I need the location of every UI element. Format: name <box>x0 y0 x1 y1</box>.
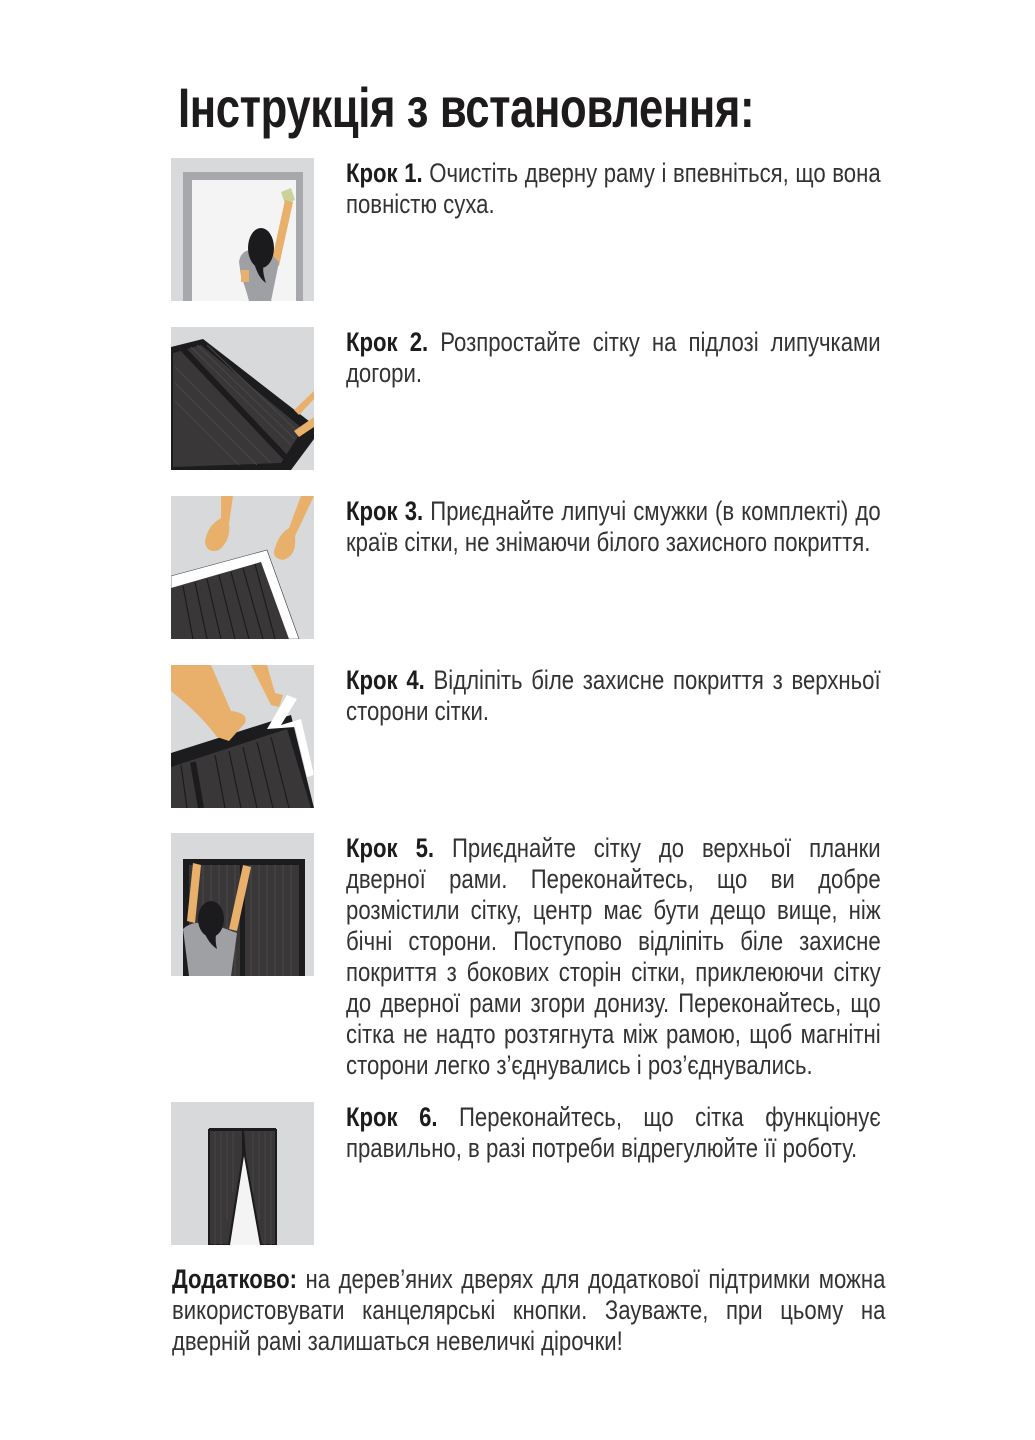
step-5-illustration <box>171 833 314 976</box>
step-2-text <box>346 327 881 389</box>
step-label: Крок 1. <box>346 158 423 188</box>
additional-note <box>172 1264 885 1357</box>
step-1-illustration <box>171 158 314 301</box>
hands-attaching-velcro-strips-icon <box>171 496 314 639</box>
step-6-text <box>346 1102 881 1164</box>
woman-attaching-mesh-to-door-icon <box>171 833 314 976</box>
hands-peeling-protective-cover-icon <box>171 665 314 808</box>
step-4-text <box>346 665 881 727</box>
step-5-text <box>346 833 881 1081</box>
step-6-illustration <box>171 1102 314 1245</box>
step-3-illustration <box>171 496 314 639</box>
mesh-spread-on-floor-icon <box>171 327 314 470</box>
step-description: Розпростайте сітку на підлозі липучками догори. <box>346 327 881 388</box>
step-label: Крок 5. <box>346 833 435 863</box>
step-1-text <box>346 158 881 220</box>
step-3-text <box>346 496 881 558</box>
step-4-illustration <box>171 665 314 808</box>
step-description: Відліпіть біле захисне покриття з верхньої сторони сітки. <box>346 665 881 726</box>
step-description: Очистіть дверну раму і впевніться, що вона повністю суха. <box>346 158 881 219</box>
step-2-illustration <box>171 327 314 470</box>
step-description: Приєднайте сітку до верхньої планки дверної рами. Переконайтесь, що ви добре розмістили сітку, центр має бути дещо вище, ніж бічні сторони. Поступово відліпіть біле захисне покриття з бокових сторін сітки, приклеюючи сітку до дверної рами згори донизу. Переконайтесь, що сітка не надто розтягнута між рамою, щоб магнітні сторони легко з’єднувались і роз’єднувались. <box>346 833 881 1080</box>
step-description: Приєднайте липучі смужки (в комплекті) до країв сітки, не знімаючи білого захисного покриття. <box>346 496 881 557</box>
page-title: Інструкція з встановлення: <box>178 76 755 139</box>
additional-note-text: на дерев’яних дверях для додаткової підтримки можна використовувати канцелярські кнопки. Зауважте, при цьому на дверній рамі залишаться невеличкі дірочки! <box>172 1264 886 1356</box>
step-label: Крок 2. <box>346 327 429 357</box>
step-label: Крок 4. <box>346 665 425 695</box>
step-label: Крок 3. <box>346 496 424 526</box>
additional-note-label: Додатково: <box>172 1264 298 1294</box>
step-label: Крок 6. <box>346 1102 438 1132</box>
step-description: Переконайтесь, що сітка функціонує правильно, в разі потреби відрегулюйте її роботу. <box>346 1102 881 1163</box>
installed-magnetic-mesh-curtain-icon <box>171 1102 314 1245</box>
woman-cleaning-door-frame-icon <box>171 158 314 301</box>
